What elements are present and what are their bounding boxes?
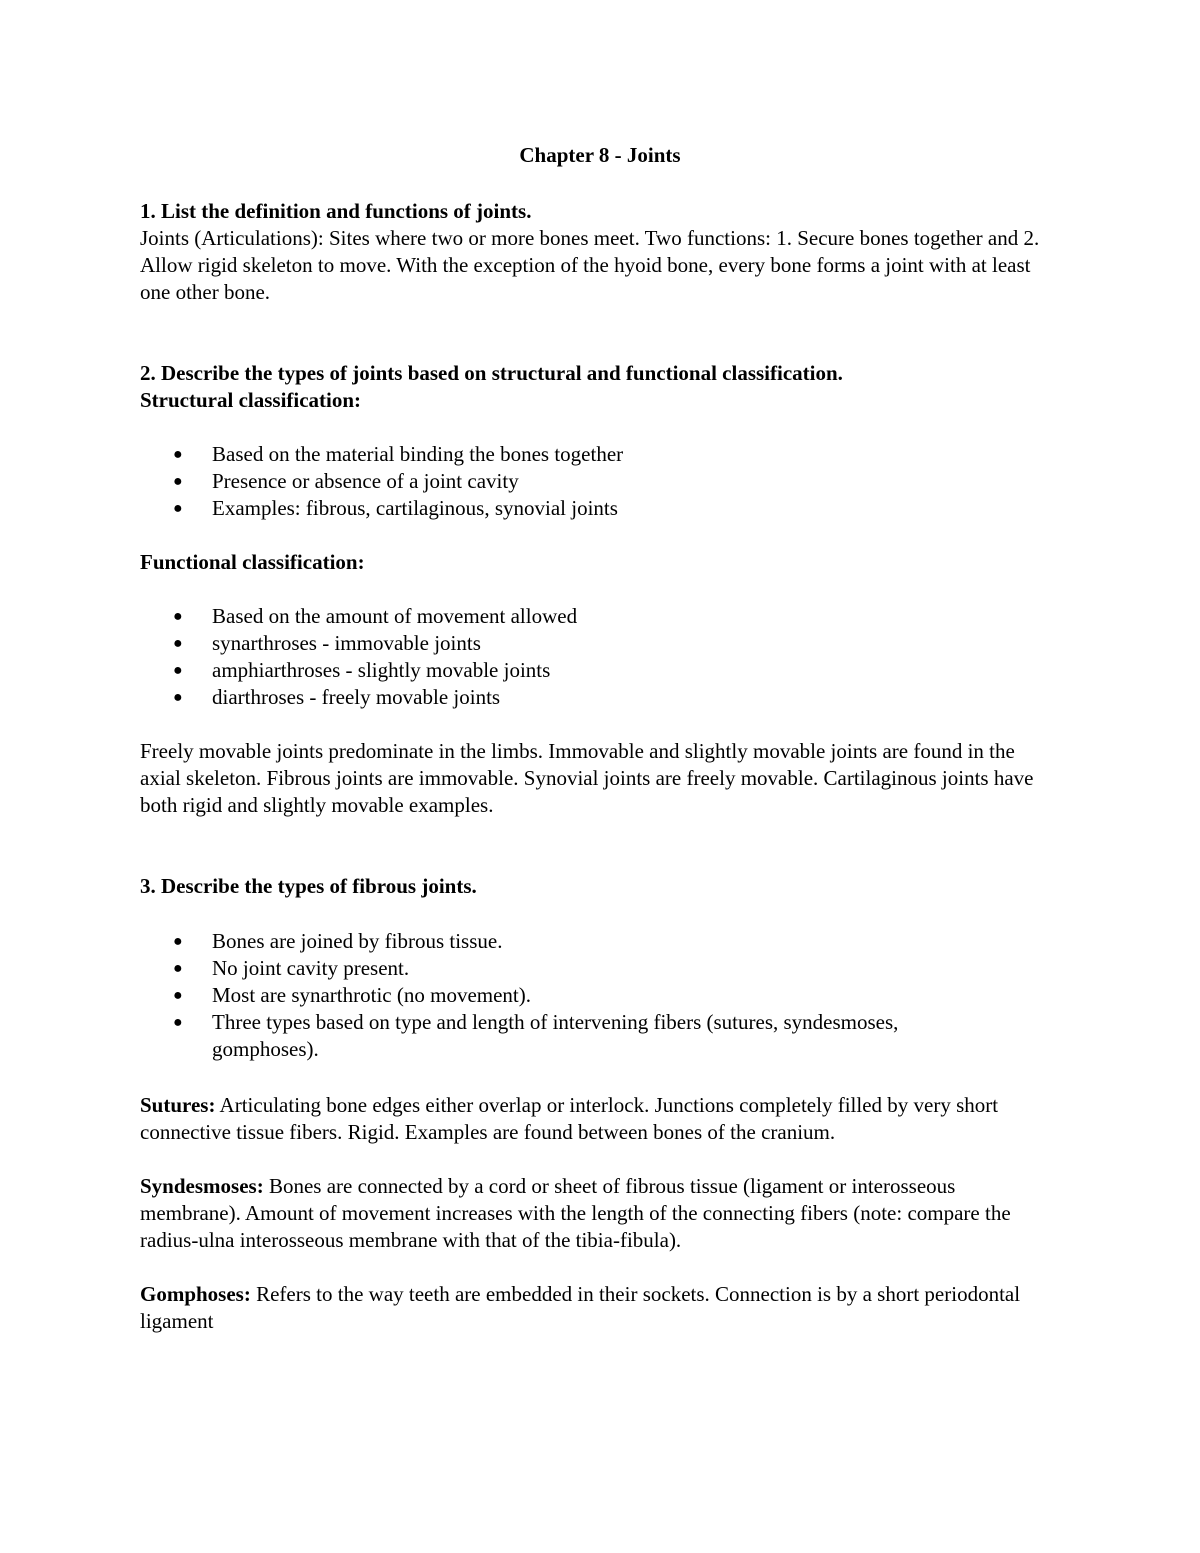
- gomphoses-label: Gomphoses:: [140, 1282, 251, 1306]
- gomphoses-text: Refers to the way teeth are embedded in their sockets. Connection is by a short periodontal ligament: [140, 1282, 1021, 1333]
- functional-classification-label: Functional classification:: [140, 550, 365, 574]
- question-2-section: [140, 360, 1060, 414]
- question-2-heading: 2. Describe the types of joints based on structural and functional classification.: [140, 361, 843, 385]
- bullet-icon: ●: [173, 689, 183, 706]
- bullet-icon: ●: [173, 933, 183, 950]
- bullet-icon: ●: [173, 662, 183, 679]
- list-item: ● synarthroses - immovable joints: [173, 631, 481, 655]
- list-item: ● Based on the amount of movement allowed: [173, 604, 578, 628]
- bullet-icon: ●: [173, 1014, 183, 1031]
- syndesmoses-paragraph: [140, 1173, 1060, 1254]
- question-1-heading: 1. List the definition and functions of joints.: [140, 199, 532, 223]
- list-item: ● Examples: fibrous, cartilaginous, synovial joints: [173, 496, 618, 520]
- functional-classification-header: [140, 549, 1060, 576]
- bullet-icon: ●: [173, 500, 183, 517]
- list-item: ● Most are synarthrotic (no movement).: [173, 983, 531, 1007]
- bullet-icon: ●: [173, 608, 183, 625]
- bullet-icon: ●: [173, 473, 183, 490]
- list-item: ● diarthroses - freely movable joints: [173, 685, 501, 709]
- page-title: Chapter 8 - Joints: [519, 143, 681, 167]
- gomphoses-paragraph: [140, 1281, 1060, 1335]
- functional-classification-list: [140, 603, 1060, 711]
- bullet-icon: ●: [173, 446, 183, 463]
- list-item: ● Three types based on type and length of intervening fibers (sutures, syndesmoses, gomphoses).: [173, 1010, 899, 1061]
- bullet-icon: ●: [173, 987, 183, 1004]
- list-item: ● Presence or absence of a joint cavity: [173, 469, 519, 493]
- question-3-heading: 3. Describe the types of fibrous joints.: [140, 874, 477, 898]
- list-item: ● No joint cavity present.: [173, 956, 410, 980]
- list-item: ● Based on the material binding the bones together: [173, 442, 624, 466]
- question-2-summary: Freely movable joints predominate in the limbs. Immovable and slightly movable joints are found in the axial skeleton. Fibrous joints are immovable. Synovial joints are freely movable. Cartilaginous joints have both rigid and slightly movable examples.: [140, 739, 1034, 817]
- structural-classification-list: [140, 441, 1060, 522]
- bullet-icon: ●: [173, 635, 183, 652]
- structural-classification-label: Structural classification:: [140, 388, 362, 412]
- list-item: ● Bones are joined by fibrous tissue.: [173, 929, 503, 953]
- sutures-label: Sutures:: [140, 1093, 216, 1117]
- question-1-body: Joints (Articulations): Sites where two or more bones meet. Two functions: 1. Secure bones together and 2. Allow rigid skeleton to move. With the exception of the hyoid bone, every bone forms a joint with at least one other bone.: [140, 226, 1040, 304]
- list-item: ● amphiarthroses - slightly movable joints: [173, 658, 551, 682]
- sutures-paragraph: [140, 1092, 1060, 1146]
- question-3-section: [140, 873, 1060, 900]
- question-2-summary-section: [140, 738, 1060, 819]
- syndesmoses-text: Bones are connected by a cord or sheet of fibrous tissue (ligament or interosseous membrane). Amount of movement increases with the length of the connecting fibers (note: compare the radius-ulna interosseous membrane with that of the tibia-fibula).: [140, 1174, 1011, 1252]
- bullet-icon: ●: [173, 960, 183, 977]
- sutures-text: Articulating bone edges either overlap or interlock. Junctions completely filled by very short connective tissue fibers. Rigid. Examples are found between bones of the cranium.: [140, 1093, 999, 1144]
- syndesmoses-label: Syndesmoses:: [140, 1174, 264, 1198]
- question-1-section: [140, 198, 1060, 306]
- fibrous-joints-list: [140, 928, 1060, 1063]
